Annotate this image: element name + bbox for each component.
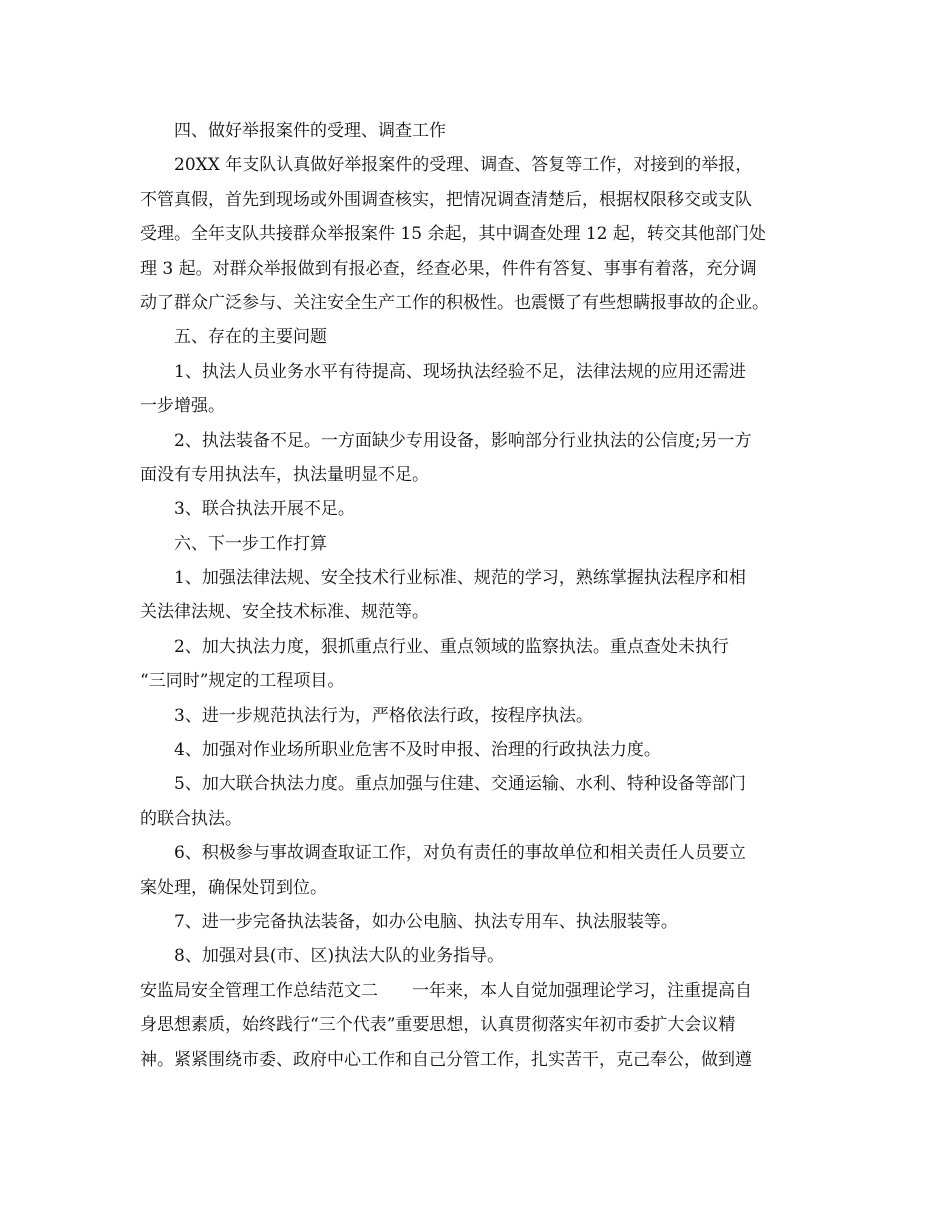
- paragraph-line: 理 3 起。对群众举报做到有报必查，经查必果，件件有答复、事事有着落，充分调: [140, 258, 757, 279]
- list-item-line: 一步增强。: [140, 396, 225, 417]
- list-item-line: 3、进一步规范执法行为，严格依法行政，按程序执法。: [174, 705, 593, 726]
- list-item-line: 案处理，确保处罚到位。: [140, 877, 327, 898]
- section-heading-6: 六、下一步工作打算: [174, 533, 327, 554]
- list-item-line: 8、加强对县(市、区)执法大队的业务指导。: [174, 946, 505, 967]
- paragraph-line: 神。紧紧围绕市委、政府中心工作和自己分管工作，扎实苦干，克己奉公，做到遵: [140, 1049, 752, 1070]
- list-item-line: 的联合执法。: [140, 808, 242, 829]
- article-title: 安监局安全管理工作总结范文二: [140, 980, 378, 1001]
- section-heading-5: 五、存在的主要问题: [174, 327, 327, 348]
- paragraph-line: 受理。全年支队共接群众举报案件 15 余起，其中调查处理 12 起，转交其他部门处: [140, 224, 766, 245]
- document-body: [140, 114, 830, 1077]
- list-item-line: 1、加强法律法规、安全技术行业标准、规范的学习，熟练掌握执法程序和相: [174, 568, 746, 589]
- section-heading-4: 四、做好举报案件的受理、调查工作: [174, 121, 446, 141]
- list-item-line: 2、执法装备不足。一方面缺少专用设备，影响部分行业执法的公信度;另一方: [174, 430, 752, 451]
- paragraph-line: 动了群众广泛参与、关注安全生产工作的积极性。也震慑了有些想瞒报事故的企业。: [140, 292, 769, 313]
- paragraph-line: 20XX 年支队认真做好举报案件的受理、调查、答复等工作，对接到的举报，: [174, 155, 753, 176]
- list-item-line: 2、加大执法力度，狠抓重点行业、重点领域的监察执法。重点查处未执行: [174, 636, 729, 657]
- list-item-line: 6、积极参与事故调查取证工作，对负有责任的事故单位和相关责任人员要立: [174, 843, 746, 864]
- list-item-line: 面没有专用执法车，执法量明显不足。: [140, 464, 429, 485]
- paragraph-line: 不管真假，首先到现场或外围调查核实，把情况调查清楚后，根据权限移交或支队: [140, 189, 752, 210]
- list-item-line: 1、执法人员业务水平有待提高、现场执法经验不足，法律法规的应用还需进: [174, 361, 746, 382]
- list-item-line: 3、联合执法开展不足。: [174, 499, 355, 520]
- list-item-line: 5、加大联合执法力度。重点加强与住建、交通运输、水利、特种设备等部门: [174, 774, 746, 795]
- list-item-line: “三同时”规定的工程项目。: [140, 671, 345, 692]
- list-item-line: 7、进一步完备执法装备，如办公电脑、执法专用车、执法服装等。: [174, 911, 678, 932]
- article-title-line: [140, 974, 830, 1008]
- paragraph-start: 一年来，本人自觉加强理论学习，注重提高自: [412, 980, 752, 1001]
- list-item-line: 关法律法规、安全技术标准、规范等。: [140, 602, 429, 623]
- list-item-line: 4、加强对作业场所职业危害不及时申报、治理的行政执法力度。: [174, 740, 661, 761]
- paragraph-line: 身思想素质，始终践行“三个代表”重要思想，认真贯彻落实年初市委扩大会议精: [140, 1015, 736, 1036]
